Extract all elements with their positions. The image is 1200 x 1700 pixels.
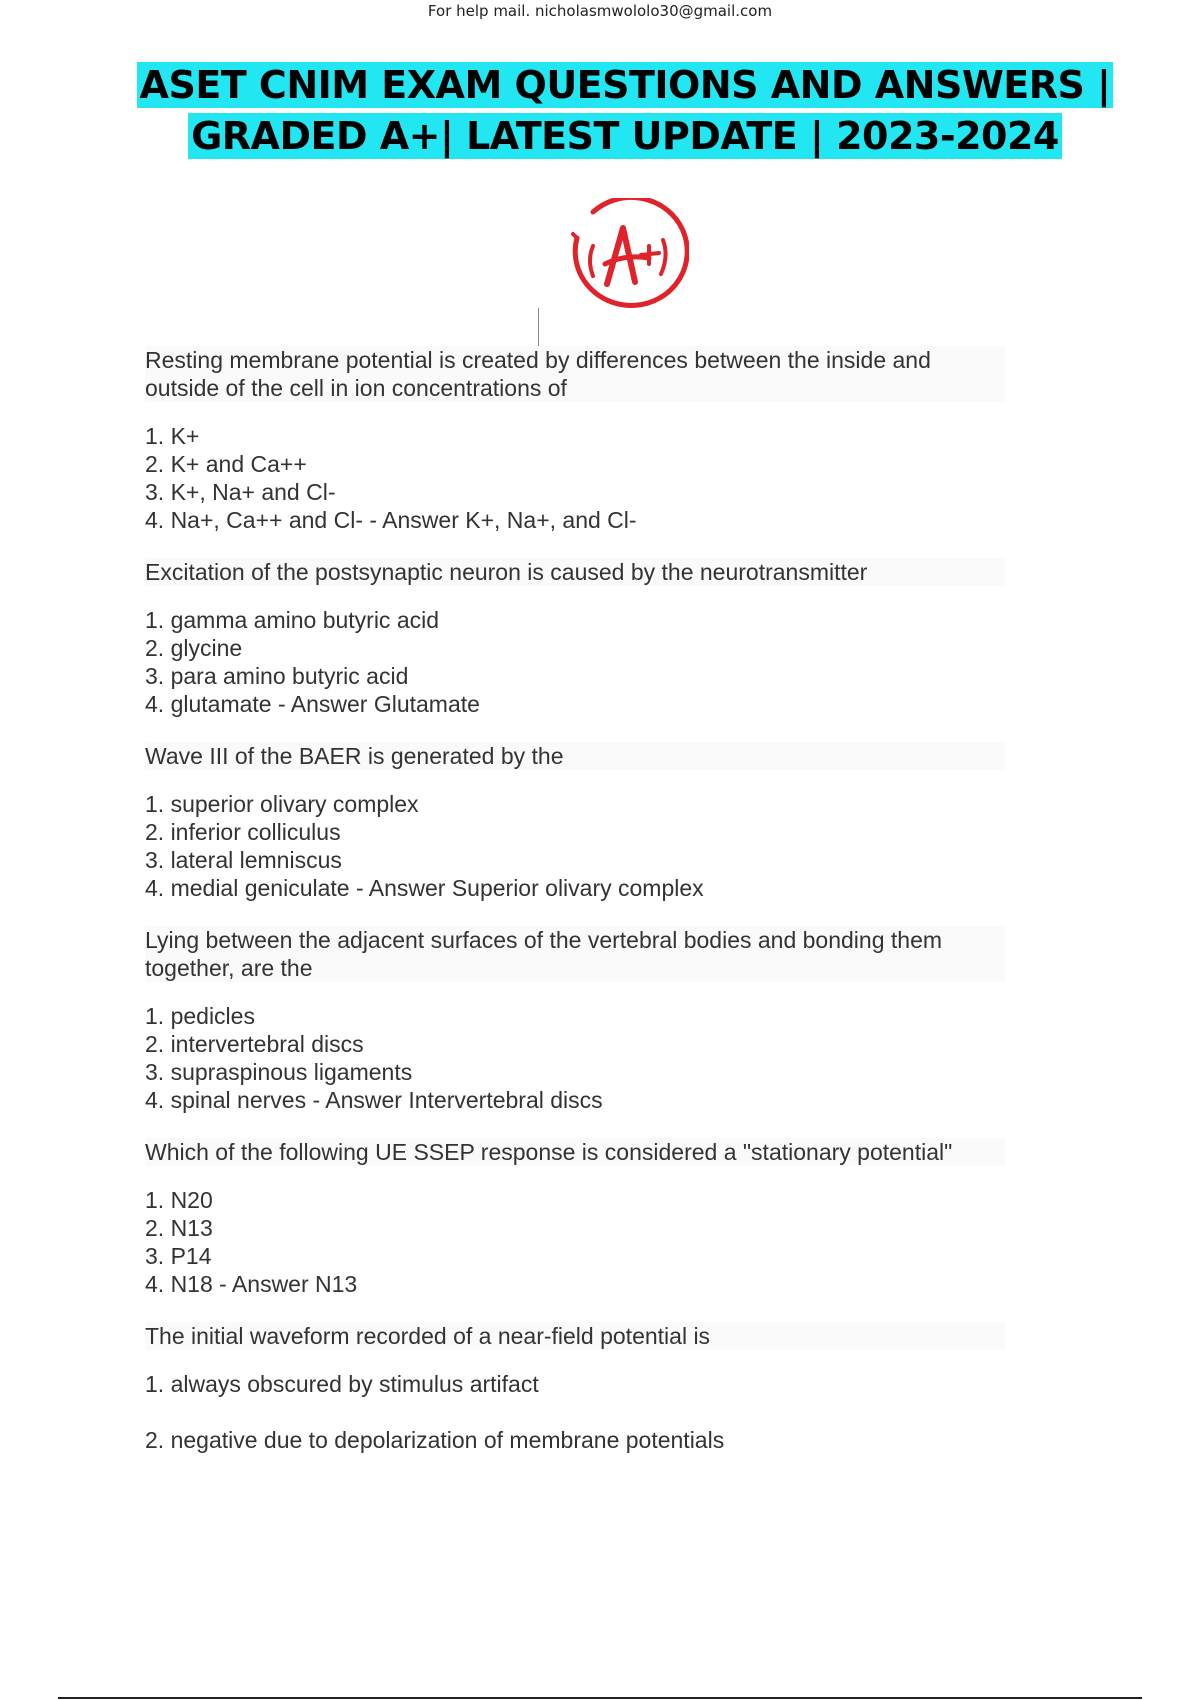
option-item: 3. lateral lemniscus [145,847,342,873]
option-list [145,790,1005,902]
question-block-3 [145,742,1005,902]
option-item: 2. negative due to depolarization of membrane potentials [145,1427,725,1453]
title-line-2: GRADED A+| LATEST UPDATE | 2023-2024 [188,113,1062,159]
question-text: Excitation of the postsynaptic neuron is caused by the neurotransmitter [145,558,1005,586]
option-item: 1. pedicles [145,1003,255,1029]
option-item: 3. K+, Na+ and Cl- [145,479,336,505]
option-item: 3. P14 [145,1243,212,1269]
question-block-4 [145,926,1005,1114]
option-item-answer: 4. Na+, Ca++ and Cl- - Answer K+, Na+, and Cl- [145,507,637,533]
option-item-answer: 4. medial geniculate - Answer Superior olivary complex [145,875,704,901]
question-text: Resting membrane potential is created by differences between the inside and outside of the cell in ion concentrations of [145,346,1005,402]
option-item: 1. always obscured by stimulus artifact [145,1371,539,1397]
help-contact-note: For help mail. nicholasmwololo30@gmail.com [427,2,773,20]
grade-a-plus-seal-icon [563,198,689,322]
option-list [145,1002,1005,1114]
option-item-answer: 4. spinal nerves - Answer Intervertebral discs [145,1087,603,1113]
question-block-5 [145,1138,1005,1298]
question-list [145,346,1005,1478]
option-list [145,422,1005,534]
question-block-1 [145,346,1005,534]
text-cursor-mark [538,308,539,346]
option-item: 2. inferior colliculus [145,819,341,845]
option-item-answer: 4. glutamate - Answer Glutamate [145,691,480,717]
option-item: 2. N13 [145,1215,213,1241]
question-text: The initial waveform recorded of a near-field potential is [145,1322,1005,1350]
option-item-answer: 4. N18 - Answer N13 [145,1271,358,1297]
question-block-2 [145,558,1005,718]
document-title [0,62,1200,164]
question-text: Lying between the adjacent surfaces of the vertebral bodies and bonding them together, are the [145,926,1005,982]
option-list [145,1370,1005,1454]
page-bottom-rule [58,1697,1142,1699]
title-line-1: ASET CNIM EXAM QUESTIONS AND ANSWERS | [137,62,1114,108]
option-item: 1. superior olivary complex [145,791,419,817]
question-text: Wave III of the BAER is generated by the [145,742,1005,770]
option-item: 2. intervertebral discs [145,1031,364,1057]
option-item: 1. gamma amino butyric acid [145,607,440,633]
option-item: 1. N20 [145,1187,213,1213]
option-item: 3. supraspinous ligaments [145,1059,413,1085]
option-item: 1. K+ [145,423,200,449]
option-item: 3. para amino butyric acid [145,663,409,689]
option-list [145,1186,1005,1298]
question-block-6 [145,1322,1005,1454]
option-list [145,606,1005,718]
question-text: Which of the following UE SSEP response is considered a "stationary potential" [145,1138,1005,1166]
option-item: 2. glycine [145,635,243,661]
option-item: 2. K+ and Ca++ [145,451,307,477]
